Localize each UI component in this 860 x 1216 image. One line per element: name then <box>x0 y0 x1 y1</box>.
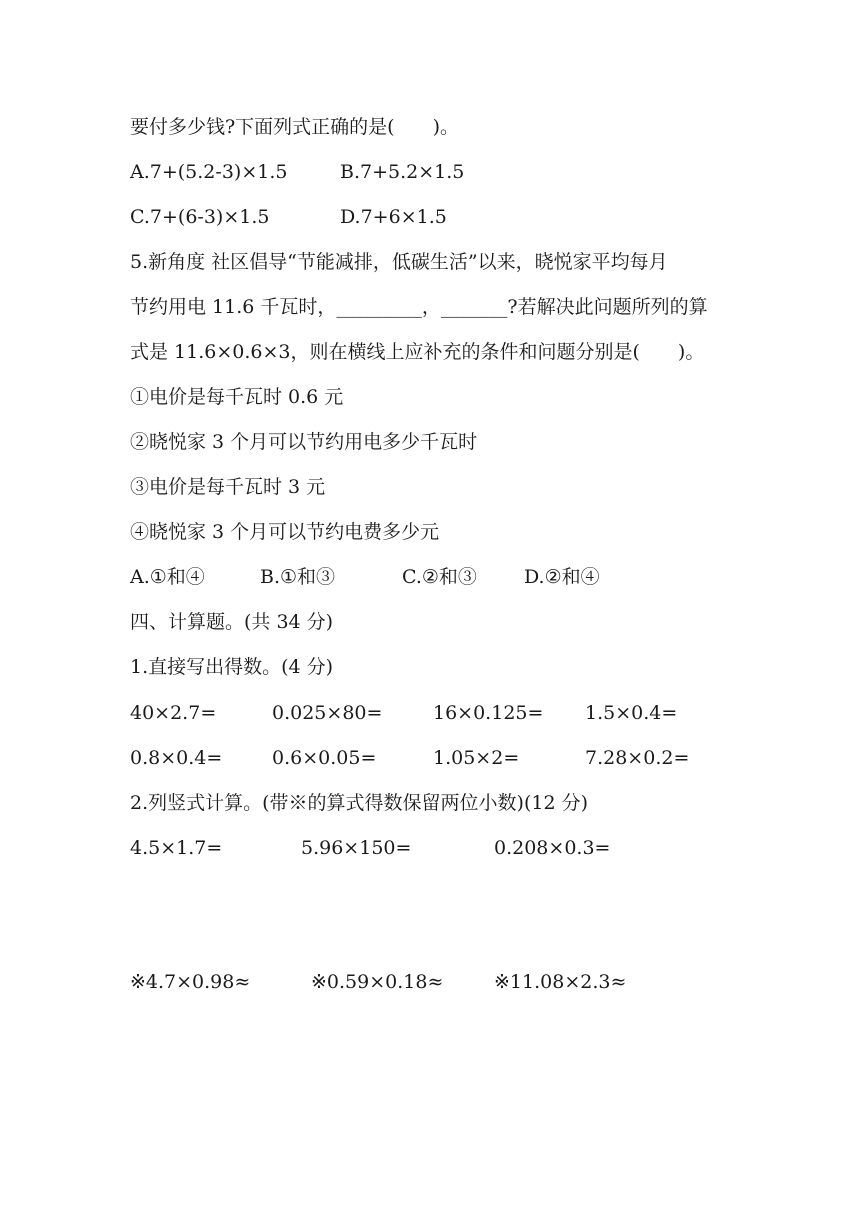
q5-option-b: B.①和③ <box>260 566 336 588</box>
vertical-calc-item: ※4.7×0.98≈ <box>130 971 251 993</box>
mental-math-item: 1.5×0.4= <box>585 702 678 724</box>
mental-math-item: 0.025×80= <box>272 702 383 724</box>
q4-option-d: D.7+6×1.5 <box>340 206 447 228</box>
q4-option-c: C.7+(6-3)×1.5 <box>130 206 270 228</box>
section-heading: 四、计算题。(共 34 分) <box>130 611 334 633</box>
vertical-calc-item: ※11.08×2.3≈ <box>494 971 627 993</box>
q4-question-tail: 要付多少钱?下面列式正确的是( )。 <box>130 116 460 138</box>
q5-option-d: D.②和④ <box>524 566 600 588</box>
vertical-calc-item: 5.96×150= <box>301 837 412 859</box>
sub1-title: 1.直接写出得数。(4 分) <box>130 656 334 678</box>
q5-option-c: C.②和③ <box>402 566 477 588</box>
vertical-calc-item: 0.208×0.3= <box>494 837 611 859</box>
vertical-calc-item: ※0.59×0.18≈ <box>311 971 444 993</box>
mental-math-item: 40×2.7= <box>130 702 217 724</box>
q5-line-1: 5.新角度 社区倡导“节能减排，低碳生活”以来，晓悦家平均每月 <box>130 251 668 273</box>
mental-math-item: 1.05×2= <box>433 747 520 769</box>
q5-item-2: ②晓悦家 3 个月可以节约用电多少千瓦时 <box>130 431 478 453</box>
q5-line-2: 节约用电 11.6 千瓦时，_________，_______?若解决此问题所列的算 <box>130 296 708 318</box>
q5-item-3: ③电价是每千瓦时 3 元 <box>130 476 326 498</box>
q4-option-b: B.7+5.2×1.5 <box>340 161 465 183</box>
q5-line-3: 式是 11.6×0.6×3，则在横线上应补充的条件和问题分别是( )。 <box>130 341 705 363</box>
mental-math-item: 16×0.125= <box>433 702 544 724</box>
sub2-title: 2.列竖式计算。(带※的算式得数保留两位小数)(12 分) <box>130 792 588 814</box>
mental-math-item: 7.28×0.2= <box>585 747 690 769</box>
q5-item-4: ④晓悦家 3 个月可以节约电费多少元 <box>130 521 440 543</box>
vertical-calc-item: 4.5×1.7= <box>130 837 223 859</box>
q5-item-1: ①电价是每千瓦时 0.6 元 <box>130 386 344 408</box>
mental-math-item: 0.6×0.05= <box>272 747 377 769</box>
mental-math-item: 0.8×0.4= <box>130 747 223 769</box>
q4-option-a: A.7+(5.2-3)×1.5 <box>130 161 288 183</box>
q5-option-a: A.①和④ <box>130 566 205 588</box>
